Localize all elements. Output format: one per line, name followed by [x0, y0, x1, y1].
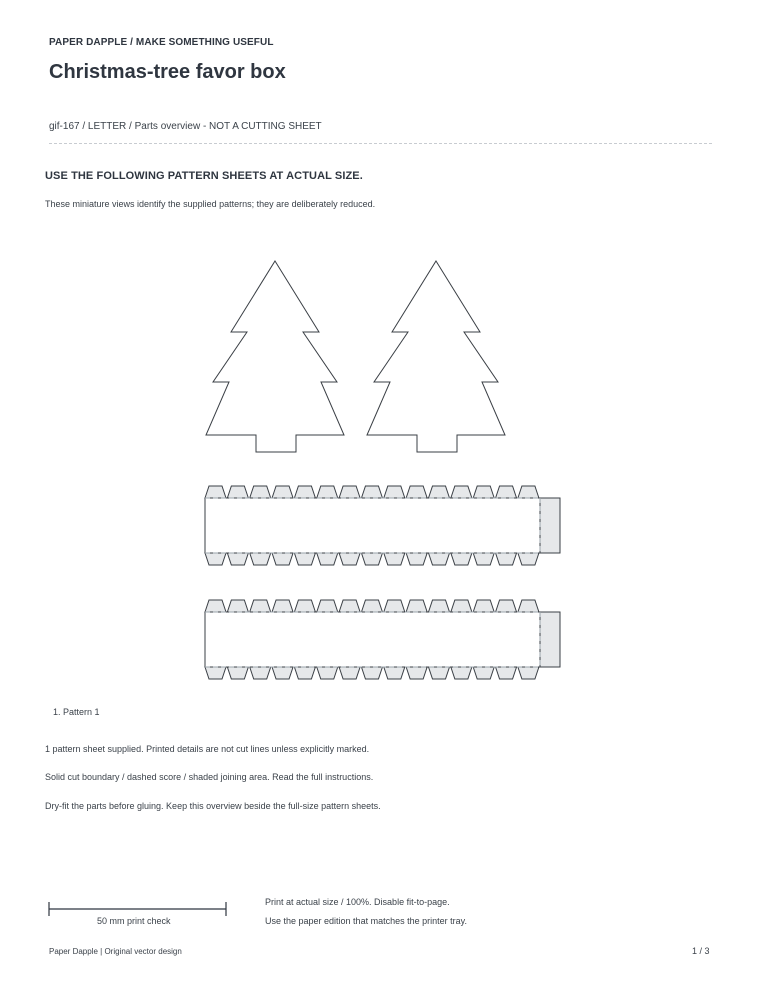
glue-flap: [540, 498, 560, 553]
glue-tab: [406, 667, 427, 679]
glue-tab: [361, 486, 382, 498]
glue-tab: [406, 486, 427, 498]
side-strip-piece: [205, 600, 560, 679]
glue-tab: [496, 667, 517, 679]
scale-bar: [46, 898, 230, 918]
glue-tab: [272, 667, 293, 679]
note-text: 1 pattern sheet supplied. Printed details are not cut lines unless explicitly marked.: [45, 744, 370, 754]
print-instruction: Use the paper edition that matches the printer tray.: [265, 916, 467, 926]
glue-tab: [473, 553, 494, 565]
glue-tab: [272, 600, 293, 612]
breadcrumb: PAPER DAPPLE / MAKE SOMETHING USEFUL: [49, 37, 274, 48]
glue-tab: [406, 553, 427, 565]
print-instruction: Print at actual size / 100%. Disable fit-to-page.: [265, 897, 450, 907]
strip-body: [205, 498, 540, 553]
scale-bar-label: 50 mm print check: [97, 916, 171, 926]
instructions-subtext: These miniature views identify the supplied patterns; they are deliberately reduced.: [45, 199, 376, 209]
glue-tab: [406, 600, 427, 612]
glue-tab: [250, 600, 271, 612]
glue-tab: [205, 600, 226, 612]
tree-front-piece: [206, 261, 344, 452]
glue-tab: [250, 553, 271, 565]
glue-tab: [429, 553, 450, 565]
glue-tab: [227, 486, 248, 498]
glue-tab: [294, 667, 315, 679]
glue-tab: [250, 486, 271, 498]
footer-credit: Paper Dapple | Original vector design: [49, 947, 182, 956]
glue-tab: [429, 486, 450, 498]
glue-flap: [540, 612, 560, 667]
glue-tab: [429, 600, 450, 612]
glue-tab: [339, 486, 360, 498]
glue-tab: [317, 600, 338, 612]
strip-body: [205, 612, 540, 667]
glue-tab: [361, 667, 382, 679]
page-title: Christmas-tree favor box: [49, 61, 286, 83]
glue-tab: [227, 553, 248, 565]
glue-tab: [473, 667, 494, 679]
glue-tab: [518, 553, 539, 565]
side-strip-piece: [205, 486, 560, 565]
glue-tab: [317, 486, 338, 498]
tree-back-piece: [367, 261, 505, 452]
glue-tab: [227, 600, 248, 612]
glue-tab: [339, 600, 360, 612]
tree-outline: [206, 261, 344, 452]
glue-tab: [451, 553, 472, 565]
note-text: Dry-fit the parts before gluing. Keep this overview beside the full-size pattern sheets.: [45, 801, 381, 811]
glue-tab: [429, 667, 450, 679]
glue-tab: [361, 553, 382, 565]
glue-tab: [227, 667, 248, 679]
glue-tab: [339, 667, 360, 679]
glue-tab: [272, 486, 293, 498]
glue-tab: [205, 667, 226, 679]
glue-tab: [294, 553, 315, 565]
tree-outline: [367, 261, 505, 452]
note-text: Solid cut boundary / dashed score / shaded joining area. Read the full instructions.: [45, 772, 374, 782]
glue-tab: [496, 553, 517, 565]
glue-tab: [294, 486, 315, 498]
glue-tab: [518, 667, 539, 679]
glue-tab: [496, 486, 517, 498]
glue-tab: [384, 486, 405, 498]
glue-tab: [317, 553, 338, 565]
glue-tab: [451, 486, 472, 498]
glue-tab: [451, 667, 472, 679]
glue-tab: [361, 600, 382, 612]
glue-tab: [250, 667, 271, 679]
glue-tab: [272, 553, 293, 565]
glue-tab: [384, 553, 405, 565]
instructions-heading: USE THE FOLLOWING PATTERN SHEETS AT ACTUAL SIZE.: [45, 170, 363, 182]
figure-caption: 1. Pattern 1: [53, 707, 100, 717]
glue-tab: [518, 486, 539, 498]
glue-tab: [384, 667, 405, 679]
page-number: 1 / 3: [692, 946, 710, 956]
glue-tab: [451, 600, 472, 612]
document-meta: gif-167 / LETTER / Parts overview - NOT A CUTTING SHEET: [49, 121, 322, 132]
glue-tab: [473, 486, 494, 498]
glue-tab: [205, 486, 226, 498]
glue-tab: [317, 667, 338, 679]
glue-tab: [294, 600, 315, 612]
glue-tab: [384, 600, 405, 612]
glue-tab: [473, 600, 494, 612]
glue-tab: [339, 553, 360, 565]
glue-tab: [496, 600, 517, 612]
glue-tab: [518, 600, 539, 612]
glue-tab: [205, 553, 226, 565]
